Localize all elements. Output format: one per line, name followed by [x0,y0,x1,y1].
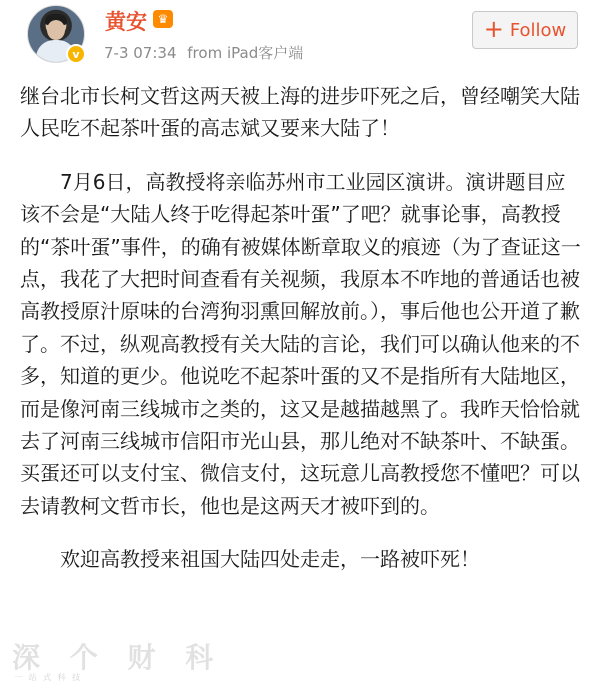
post-paragraph: 7月6日，高教授将亲临苏州市工业园区演讲。演讲题目应该不会是“大陆人终于吃得起茶叶蛋”了吧？就事论事，高教授的“茶叶蛋”事件，的确有被媒体断章取义的痕迹（为了查证这一点，我花了大把时间查看有关视频，我原本不咋地的普通话也被高教授原汁原味的台湾狗羽熏回解放前。），事后他也公开道了歉了。不过，纵观高教授有关大陆的言论，我们可以确认他来的不多，知道的更少。他说吃不起茶叶蛋的又不是指所有大陆地区，而是像河南三线城市之类的，这又是越描越黑了。我昨天恰恰就去了河南三线城市信阳市光山县，那儿绝对不缺茶叶、不缺蛋。买蛋还可以支付宝、微信支付，这玩意儿高教授您不懂吧？可以去请教柯文哲市长，他也是这两天才被吓到的。 [20,169,581,518]
post-meta [104,42,303,63]
post-header [0,0,600,70]
follow-button[interactable] [472,11,578,49]
post-body [20,80,585,576]
post-paragraph: 欢迎高教授来祖国大陆四处走走，一路被吓死！ [60,547,480,572]
post-time: 7-3 07:34 [104,44,177,62]
post-source: from iPad客户端 [187,44,304,62]
watermark-subtitle: 一 站 式 科 技 [14,673,83,682]
watermark-logo: 深 个 财 科 [12,641,224,674]
username[interactable]: 黄安 [105,10,147,34]
plus-icon: + [483,15,504,43]
member-crown-icon[interactable]: ♛ [153,10,173,28]
follow-label: Follow [509,19,567,41]
post-paragraph: 继台北市长柯文哲这两天被上海的进步吓死之后，曾经嘲笑大陆人民吃不起茶叶蛋的高志斌又要来大陆了！ [20,84,580,141]
avatar-face [47,20,65,40]
verified-badge-icon: v [66,44,86,64]
